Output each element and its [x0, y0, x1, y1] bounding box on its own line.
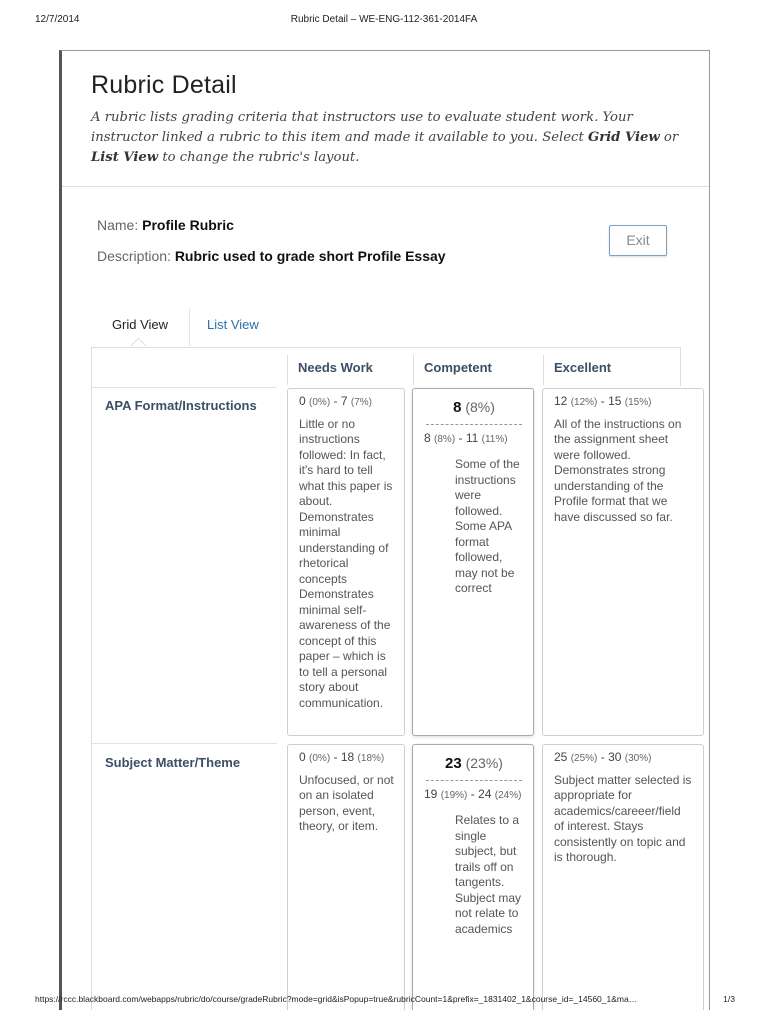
print-date: 12/7/2014 — [35, 14, 80, 25]
range-high: 7 — [340, 394, 348, 408]
column-header-competent: Competent — [413, 355, 543, 385]
range-low-pct: (19%) — [440, 789, 468, 801]
column-header-excellent: Excellent — [543, 355, 681, 385]
range-low: 12 — [554, 394, 568, 408]
range-low-pct: (0%) — [309, 397, 331, 408]
page-title: Rubric Detail — [91, 71, 237, 99]
level-description: Subject matter selected is appropriate for academics/careeer/field of interest. Stays consistently on topic and is thorough. — [554, 772, 692, 864]
cell-needs-work[interactable] — [287, 388, 405, 736]
intro-grid-view: Grid View — [587, 130, 660, 145]
range-high: 18 — [340, 750, 355, 764]
cell-excellent[interactable] — [542, 388, 704, 736]
tab-grid-view[interactable]: Grid View — [91, 309, 190, 346]
print-page-number: 1/3 — [723, 994, 735, 1004]
score-range — [299, 394, 395, 411]
range-high: 15 — [608, 394, 622, 408]
column-header-needs-work: Needs Work — [287, 355, 412, 385]
score-range — [299, 750, 395, 767]
range-low-pct: (25%) — [570, 753, 598, 764]
level-description: Relates to a single subject, but trails off on tangents. Subject may not relate to academics — [455, 813, 522, 936]
range-high-pct: (15%) — [624, 397, 652, 408]
divider — [426, 780, 522, 781]
score-range — [424, 787, 524, 804]
tab-list-view[interactable]: List View — [207, 317, 259, 332]
intro-list-view: List View — [91, 150, 159, 165]
cell-competent-selected[interactable] — [412, 388, 534, 736]
view-tabs — [91, 309, 681, 347]
selected-score — [424, 400, 524, 416]
score-range — [554, 750, 694, 767]
rubric-description — [97, 248, 446, 264]
range-low-pct: (0%) — [309, 753, 331, 764]
range-low-pct: (8%) — [434, 433, 456, 445]
intro-part3: to change the rubric's layout. — [158, 150, 360, 165]
score-pct: (23%) — [465, 755, 503, 771]
intro-part1: A rubric lists grading criteria that instructors use to evaluate student work. Your instructor linked a rubric to this item and made it available to you. Select — [91, 110, 633, 145]
range-low-pct: (12%) — [570, 397, 598, 408]
level-description: All of the instructions on the assignment sheet were followed. Demonstrates strong understanding of the Profile format that we have discussed so far. — [554, 416, 682, 524]
panel-header — [62, 51, 709, 187]
range-sep: - — [458, 430, 463, 445]
range-low: 8 — [424, 430, 431, 445]
range-high: 24 — [478, 786, 492, 801]
intro-part2: or — [659, 130, 679, 145]
name-value: Profile Rubric — [142, 217, 234, 233]
score-value: 23 — [445, 755, 462, 772]
score-range — [554, 394, 694, 411]
cell-excellent[interactable] — [542, 744, 704, 1010]
score-range — [424, 431, 524, 448]
range-high-pct: (30%) — [624, 753, 652, 764]
name-label: Name: — [97, 217, 139, 233]
range-high: 30 — [608, 750, 622, 764]
description-label: Description: — [97, 248, 171, 264]
cell-needs-work[interactable] — [287, 744, 405, 1010]
range-low: 0 — [299, 394, 306, 408]
level-description: Little or no instructions followed: In fact, it's hard to tell what this paper is about. Demonstrates minimal understanding of rhetorical concepts Demonstrates minimal self-awareness of the concept of this paper – which is to tell a personal story about communication. — [299, 416, 393, 710]
print-title: Rubric Detail – WE-ENG-112-361-2014FA — [290, 14, 478, 25]
exit-button[interactable]: Exit — [609, 225, 667, 256]
print-url: https://rccc.blackboard.com/webapps/rubric/do/course/gradeRubric?mode=grid&isPopup=true&rubricCount=1&prefix=_1831402_1&course_id=_14560_1&ma… — [35, 994, 638, 1004]
range-high-pct: (11%) — [481, 433, 508, 445]
row-divider — [91, 387, 277, 388]
range-high-pct: (18%) — [357, 753, 385, 764]
range-sep: - — [600, 394, 605, 408]
divider — [426, 424, 522, 425]
range-sep: - — [470, 786, 475, 801]
range-sep: - — [333, 750, 338, 764]
range-low: 25 — [554, 750, 568, 764]
rubric-detail-panel — [59, 50, 710, 1010]
range-high-pct: (7%) — [350, 397, 372, 408]
range-sep: - — [333, 394, 338, 408]
rubric-name — [97, 217, 234, 233]
criterion-label: APA Format/Instructions — [105, 398, 257, 413]
intro-text — [91, 108, 681, 168]
level-description: Unfocused, or not on an isolated person, event, theory, or item. — [299, 772, 394, 833]
range-low: 0 — [299, 750, 306, 764]
description-value: Rubric used to grade short Profile Essay — [174, 248, 446, 264]
row-divider — [91, 743, 277, 744]
selected-score — [424, 756, 524, 772]
cell-competent-selected[interactable] — [412, 744, 534, 1010]
score-pct: (8%) — [465, 399, 495, 415]
level-description: Some of the instructions were followed. Some APA format followed, may not be correct — [455, 457, 520, 595]
range-low: 19 — [424, 786, 438, 801]
criterion-label: Subject Matter/Theme — [105, 755, 241, 770]
range-high: 11 — [465, 430, 479, 445]
range-sep: - — [600, 750, 605, 764]
range-high-pct: (24%) — [494, 789, 522, 801]
score-value: 8 — [453, 399, 462, 416]
